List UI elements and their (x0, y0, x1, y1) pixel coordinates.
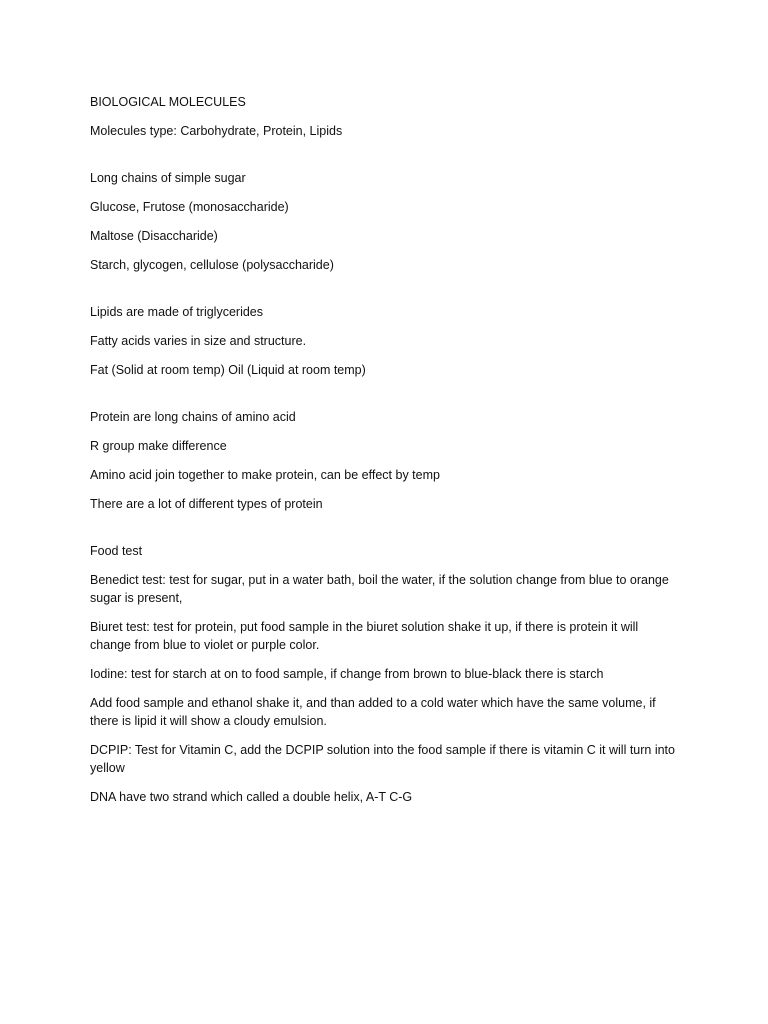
lipid-line: Fat (Solid at room temp) Oil (Liquid at room temp) (90, 363, 366, 377)
blank-line (90, 390, 680, 408)
benedict-test-paragraph: Benedict test: test for sugar, put in a water bath, boil the water, if the solution change from blue to orange sugar is present, (90, 573, 669, 605)
molecule-types-line: Molecules type: Carbohydrate, Protein, Lipids (90, 124, 343, 138)
ethanol-test-paragraph: Add food sample and ethanol shake it, and than added to a cold water which have the same volume, if there is lipid it will show a cloudy emulsion. (90, 696, 656, 728)
carbohydrate-line: Maltose (Disaccharide) (90, 229, 218, 243)
protein-line: Amino acid join together to make protein, can be effect by temp (90, 468, 440, 482)
dna-paragraph: DNA have two strand which called a double helix, A-T C-G (90, 790, 413, 804)
carbohydrate-line: Long chains of simple sugar (90, 171, 246, 185)
carbohydrate-line: Glucose, Frutose (monosaccharide) (90, 200, 289, 214)
dcpip-test-paragraph: DCPIP: Test for Vitamin C, add the DCPIP solution into the food sample if there is vitamin C it will turn into yellow (90, 743, 675, 775)
protein-line: Protein are long chains of amino acid (90, 410, 296, 424)
protein-line: There are a lot of different types of protein (90, 497, 323, 511)
food-test-heading: Food test (90, 544, 143, 558)
lipid-line: Lipids are made of triglycerides (90, 305, 263, 319)
document-title: BIOLOGICAL MOLECULES (90, 95, 246, 109)
blank-line (90, 285, 680, 303)
lipid-line: Fatty acids varies in size and structure. (90, 334, 307, 348)
blank-line (90, 524, 680, 542)
protein-line: R group make difference (90, 439, 227, 453)
blank-line (90, 151, 680, 169)
iodine-test-paragraph: Iodine: test for starch at on to food sample, if change from brown to blue-black there is starch (90, 667, 604, 681)
document-body (90, 93, 680, 817)
biuret-test-paragraph: Biuret test: test for protein, put food sample in the biuret solution shake it up, if there is protein it will change from blue to violet or purple color. (90, 620, 639, 652)
carbohydrate-line: Starch, glycogen, cellulose (polysaccharide) (90, 258, 334, 272)
